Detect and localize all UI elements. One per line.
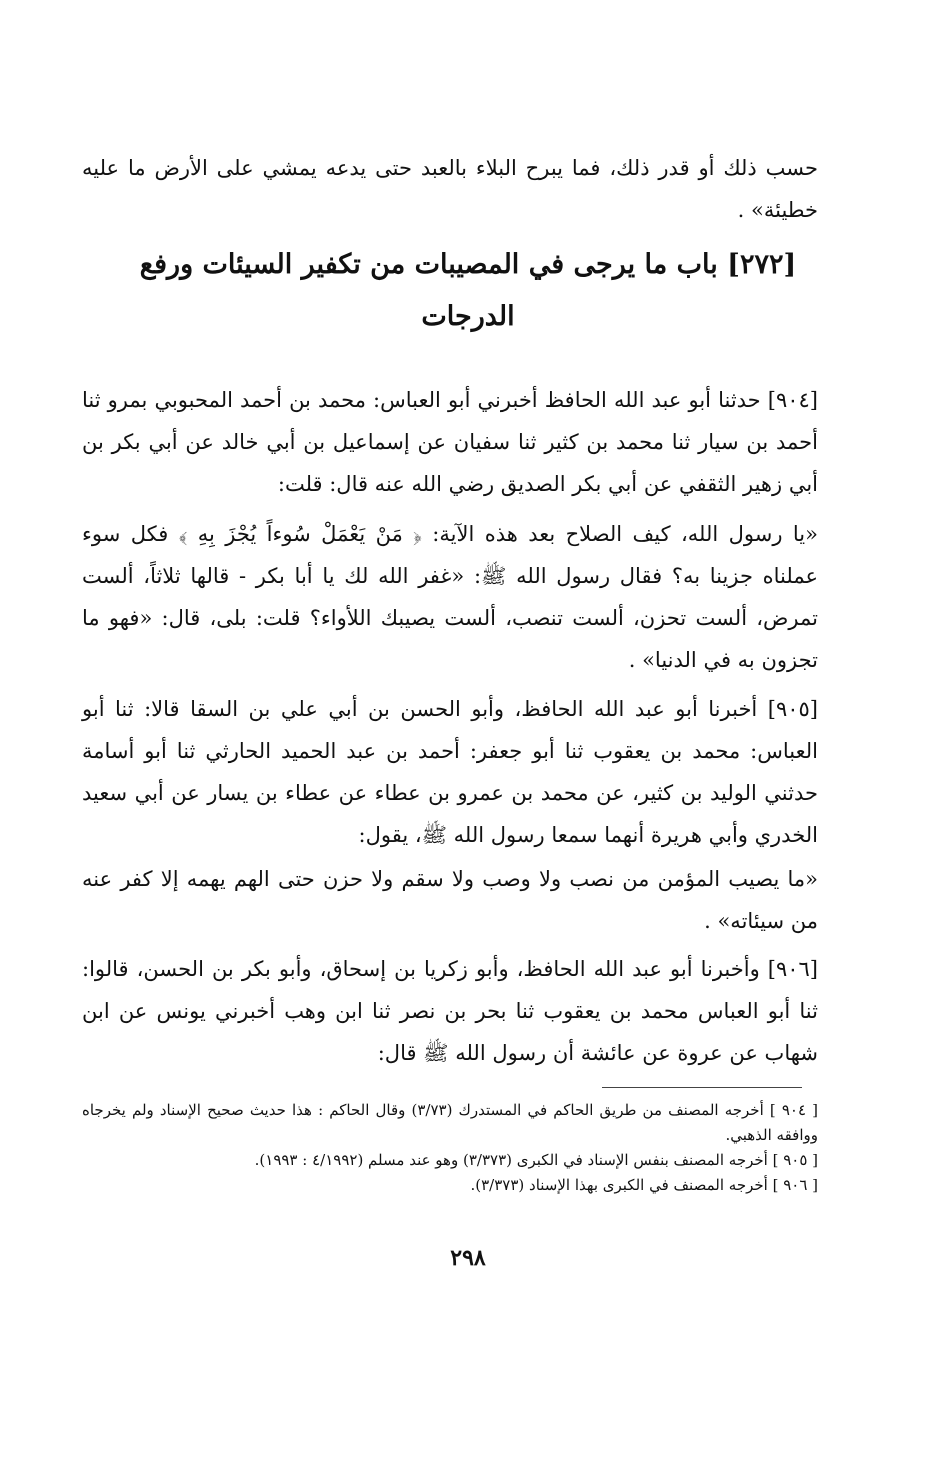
continued-paragraph: حسب ذلك أو قدر ذلك، فما يبرح البلاء بالعبد حتى يدعه يمشي على الأرض ما عليه خطيئة» . <box>82 156 818 222</box>
footnote-905: [ ٩٠٥ ] أخرجه المصنف بنفس الإسناد في الكبرى (٣/٣٧٣) وهو عند مسلم (٤/١٩٩٢ : ١٩٩٣). <box>254 1151 818 1169</box>
page-number: ٢٩٨ <box>450 1245 486 1271</box>
chapter-title: [٢٧٢] باب ما يرجى في المصيبات من تكفير السيئات ورفع الدرجات <box>139 249 797 332</box>
hadith-905-isnad: [٩٠٥] أخبرنا أبو عبد الله الحافظ، وأبو الحسن بن أبي علي بن السقا قالا: ثنا أبو العباس: محمد بن يعقوب ثنا أبو جعفر: أحمد بن عبد الحميد الحارثي ثنا أبو أسامة حدثني الوليد بن كثير، عن محمد بن عمرو بن عطاء عن عطاء بن يسار عن أبي سعيد الخدري وأبي هريرة أنهما سمعا رسول الله ﷺ، يقول: <box>82 697 818 847</box>
hadith-904-isnad: [٩٠٤] حدثنا أبو عبد الله الحافظ أخبرني أبو العباس: محمد بن أحمد المحبوبي بمرو ثنا أحمد بن سيار ثنا محمد بن كثير ثنا سفيان عن إسماعيل بن أبي خالد عن أبي بكر بن أبي زهير الثقفي عن أبي بكر الصديق رضي الله عنه قال: قلت: <box>82 388 818 496</box>
footnote-904: [ ٩٠٤ ] أخرجه المصنف من طريق الحاكم في المستدرك (٣/٧٣) وقال الحاكم : هذا حديث صحيح الإسناد ولم يخرجاه ووافقه الذهبي. <box>82 1101 818 1144</box>
hadith-904-matn: «يا رسول الله، كيف الصلاح بعد هذه الآية: ﴿ مَنْ يَعْمَلْ سُوءاً يُجْزَ بِهِ ﴾ فكل سوء عملناه جزينا به؟ فقال رسول الله ﷺ: «غفر الله لك يا أبا بكر - قالها ثلاثاً، ألست تمرض، ألست تحزن، ألست تنصب، ألست يصيبك اللأواء؟ قلت: بلى، قال: «فهو ما تجزون به في الدنيا» . <box>82 522 818 672</box>
hadith-906-isnad: [٩٠٦] وأخبرنا أبو عبد الله الحافظ، وأبو زكريا بن إسحاق، وأبو بكر بن الحسن، قالوا: ثنا أبو العباس محمد بن يعقوب ثنا بحر بن نصر ثنا ابن وهب أخبرني يونس عن ابن شهاب عن عروة عن عائشة أن رسول الله ﷺ قال: <box>82 957 818 1065</box>
hadith-905-matn: «ما يصيب المؤمن من نصب ولا وصب ولا سقم ولا حزن حتى الهم يهمه إلا كفر عنه من سيئاته» . <box>82 867 818 933</box>
footnote-906: [ ٩٠٦ ] أخرجه المصنف في الكبرى بهذا الإسناد (٣/٣٧٣). <box>470 1176 818 1194</box>
footnotes <box>82 1098 818 1198</box>
footnote-separator <box>602 1087 802 1088</box>
